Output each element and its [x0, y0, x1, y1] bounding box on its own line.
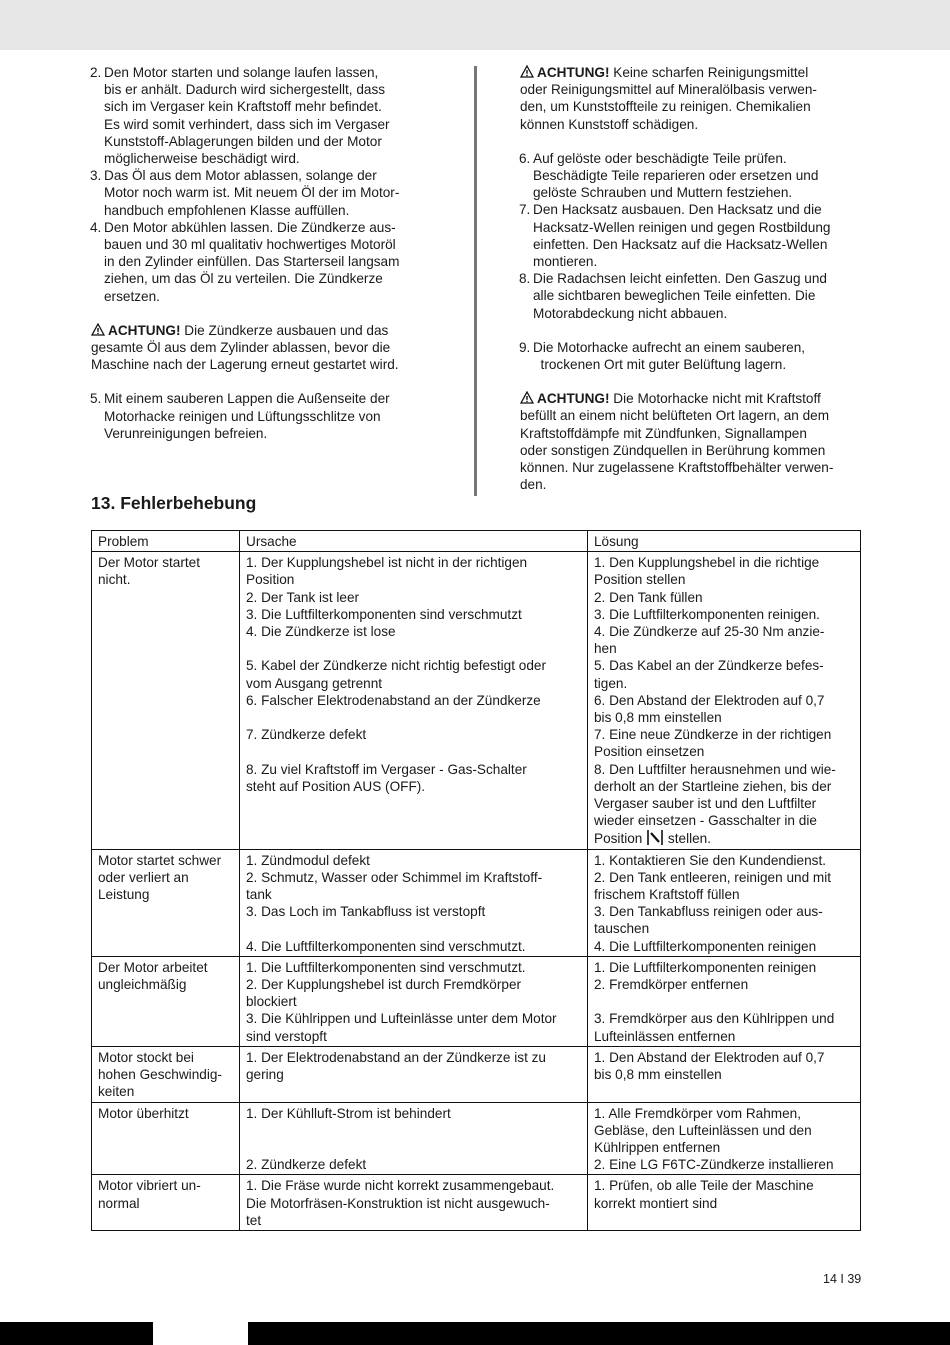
step-number: 3. [90, 168, 102, 184]
step-number: 9. [519, 339, 531, 355]
steps-list [91, 390, 436, 442]
left-column [91, 64, 436, 442]
cause-cell: 1. Der Elektrodenabstand an der Zündkerze ist zu gering [240, 1046, 588, 1102]
warning-label: ACHTUNG! [108, 322, 181, 338]
step-number: 2. [90, 65, 102, 80]
warning-label: ACHTUNG! [537, 391, 610, 407]
solution-cell: 1. Alle Fremdkörper vom Rahmen, Gebläse, den Lufteinlässen und den Kühlrippen entfernen 2. Eine LG F6TC-Zündkerze installieren [588, 1102, 861, 1175]
column-header-problem: Problem [92, 531, 240, 552]
list-item: 2. Den Motor starten und solange laufen lassen, bis er anhält. Dadurch wird sichergestellt, dass sich im Vergaser kein Kraftstoff mehr befindet. Es wird somit verhindert, dass sich im Vergaser Kunststoff-Ablagerungen bilden und der Motor möglicherweise beschädigt wird. [90, 65, 390, 167]
list-item: 3. Das Öl aus dem Motor ablassen, solange der Motor noch warm ist. Mit neuem Öl der im Motor- handbuch empfohlenen Klasse auffüllen. [90, 168, 400, 218]
footer-bar-gap [153, 1322, 248, 1345]
table-row [92, 1175, 861, 1231]
warning-note: ACHTUNG! Die Motorhacke nicht mit Kraftstoff befüllt an einem nicht belüfteten Ort lagern, an dem Kraftstoffdämpfe mit Zündfunken, Signallampen oder sonstigen Zündquellen in Berührung kommen können. Nur zugelassene Kraftstoffbehälter verwen- den. [520, 391, 834, 493]
column-header-solution: Lösung [588, 531, 861, 552]
column-header-cause: Ursache [240, 531, 588, 552]
warning-note: ACHTUNG! Keine scharfen Reinigungsmittel oder Reinigungsmittel auf Mineralölbasis verwen- den, um Kunststoffteile zu reinigen. Chemikalien können Kunststoff schädigen. [520, 65, 817, 132]
cause-cell: 1. Der Kühlluft-Strom ist behindert 2. Zündkerze defekt [240, 1102, 588, 1175]
header-bar [0, 0, 950, 50]
choke-symbol-icon [646, 829, 664, 846]
cause-cell: 1. Der Kupplungshebel ist nicht in der richtigen Position 2. Der Tank ist leer 3. Die Luftfilterkomponenten sind verschmutzt 4. Die Zündkerze ist lose 5. Kabel der Zündkerze nicht richtig befestigt oder vom Ausgang getrennt 6. Falscher Elektrodenabstand an der Zündkerze 7. Zündkerze defekt 8. Zu viel Kraftstoff im Vergaser - Gas-Schalter steht auf Position AUS (OFF). [240, 552, 588, 849]
table-row [92, 552, 861, 849]
steps-list [520, 150, 865, 322]
warning-triangle-icon [520, 391, 534, 404]
list-item: 7. Den Hacksatz ausbauen. Den Hacksatz und die Hacksatz-Wellen reinigen und gegen Rostbildung einfetten. Den Hacksatz auf die Hacksatz-Wellen montieren. [519, 202, 831, 270]
list-item: 4. Den Motor abkühlen lassen. Die Zündkerze aus- bauen und 30 ml qualitativ hochwertiges Motoröl in den Zylinder einfüllen. Das Starterseil langsam ziehen, um das Öl zu verteilen. Die Zündkerze ersetzen. [90, 219, 400, 304]
steps-list [520, 339, 865, 373]
table-row [92, 1046, 861, 1102]
list-item: 5. Mit einem sauberen Lappen die Außenseite der Motorhacke reinigen und Lüftungsschlitze von Verunreinigungen befreien. [90, 391, 390, 441]
step-number: 4. [90, 219, 102, 235]
problem-cell: Motor stockt bei hohen Geschwindig- keiten [92, 1046, 240, 1102]
table-header-row [92, 531, 861, 552]
troubleshooting-table [91, 530, 861, 1231]
column-divider [474, 66, 477, 496]
step-number: 8. [519, 271, 531, 287]
problem-cell: Motor startet schwer oder verliert an Leistung [92, 849, 240, 956]
section-title: 13. Fehlerbehebung [91, 493, 257, 513]
warning-triangle-icon [520, 65, 534, 78]
list-item: 8. Die Radachsen leicht einfetten. Den Gaszug und alle sichtbaren beweglichen Teile einfetten. Die Motorabdeckung nicht abbauen. [519, 271, 827, 321]
step-number: 6. [519, 150, 531, 166]
table-row [92, 849, 861, 956]
right-column [520, 64, 865, 493]
list-item: 6. Auf gelöste oder beschädigte Teile prüfen. Beschädigte Teile reparieren oder ersetzen und gelöste Schrauben und Muttern festziehen. [519, 150, 819, 201]
problem-cell: Der Motor startet nicht. [92, 552, 240, 849]
table-row [92, 1102, 861, 1175]
cause-cell: 1. Die Fräse wurde nicht korrekt zusammengebaut. Die Motorfräsen-Konstruktion ist nicht ausgewuch- tet [240, 1175, 588, 1231]
footer-bar [0, 1322, 950, 1345]
problem-cell: Motor überhitzt [92, 1102, 240, 1175]
page-number: 14 I 39 [823, 1272, 862, 1286]
solution-cell: 1. Kontaktieren Sie den Kundendienst. 2. Den Tank entleeren, reinigen und mit frischem Kraftstoff füllen 3. Den Tankabfluss reinigen oder aus- tauschen 4. Die Luftfilterkomponenten reinigen [588, 849, 861, 956]
problem-cell: Der Motor arbeitet ungleichmäßig [92, 956, 240, 1046]
problem-cell: Motor vibriert un- normal [92, 1175, 240, 1231]
solution-cell: 1. Die Luftfilterkomponenten reinigen 2. Fremdkörper entfernen 3. Fremdkörper aus den Kühlrippen und Lufteinlässen entfernen [588, 956, 861, 1046]
warning-note: ACHTUNG! Die Zündkerze ausbauen und das gesamte Öl aus dem Zylinder ablassen, bevor die Maschine nach der Lagerung erneut gestartet wird. [91, 322, 399, 373]
warning-label: ACHTUNG! [537, 65, 610, 80]
solution-cell: 1. Den Abstand der Elektroden auf 0,7 bis 0,8 mm einstellen [588, 1046, 861, 1102]
step-number: 5. [90, 391, 102, 407]
solution-cell: 1. Den Kupplungshebel in die richtige Position stellen 2. Den Tank füllen 3. Die Luftfilterkomponenten reinigen. 4. Die Zündkerze auf 25-30 Nm anzie- hen 5. Das Kabel an der Zündkerze befes- tigen. 6. Den Abstand der Elektroden auf 0,7 bis 0,8 mm einstellen 7. Eine neue Zündkerze in der richtigen Position einsetzen 8. Den Luftfilter herausnehmen und wie- derholt an der Startleine ziehen, bis der Vergaser sauber ist und den Luftfilter wieder einsetzen - Gasschalter in die Position stellen. [588, 552, 861, 849]
table-row [92, 956, 861, 1046]
solution-cell: 1. Prüfen, ob alle Teile der Maschine korrekt montiert sind [588, 1175, 861, 1231]
warning-triangle-icon [91, 323, 105, 336]
cause-cell: 1. Zündmodul defekt 2. Schmutz, Wasser oder Schimmel im Kraftstoff- tank 3. Das Loch im Tankabfluss ist verstopft 4. Die Luftfilterkomponenten sind verschmutzt. [240, 849, 588, 956]
steps-list [91, 64, 436, 305]
step-number: 7. [519, 202, 531, 218]
list-item: 9. Die Motorhacke aufrecht an einem sauberen, trockenen Ort mit guter Belüftung lagern. [519, 339, 806, 373]
cause-cell: 1. Die Luftfilterkomponenten sind verschmutzt. 2. Der Kupplungshebel ist durch Fremdkörper blockiert 3. Die Kühlrippen und Lufteinlässe unter dem Motor sind verstopft [240, 956, 588, 1046]
